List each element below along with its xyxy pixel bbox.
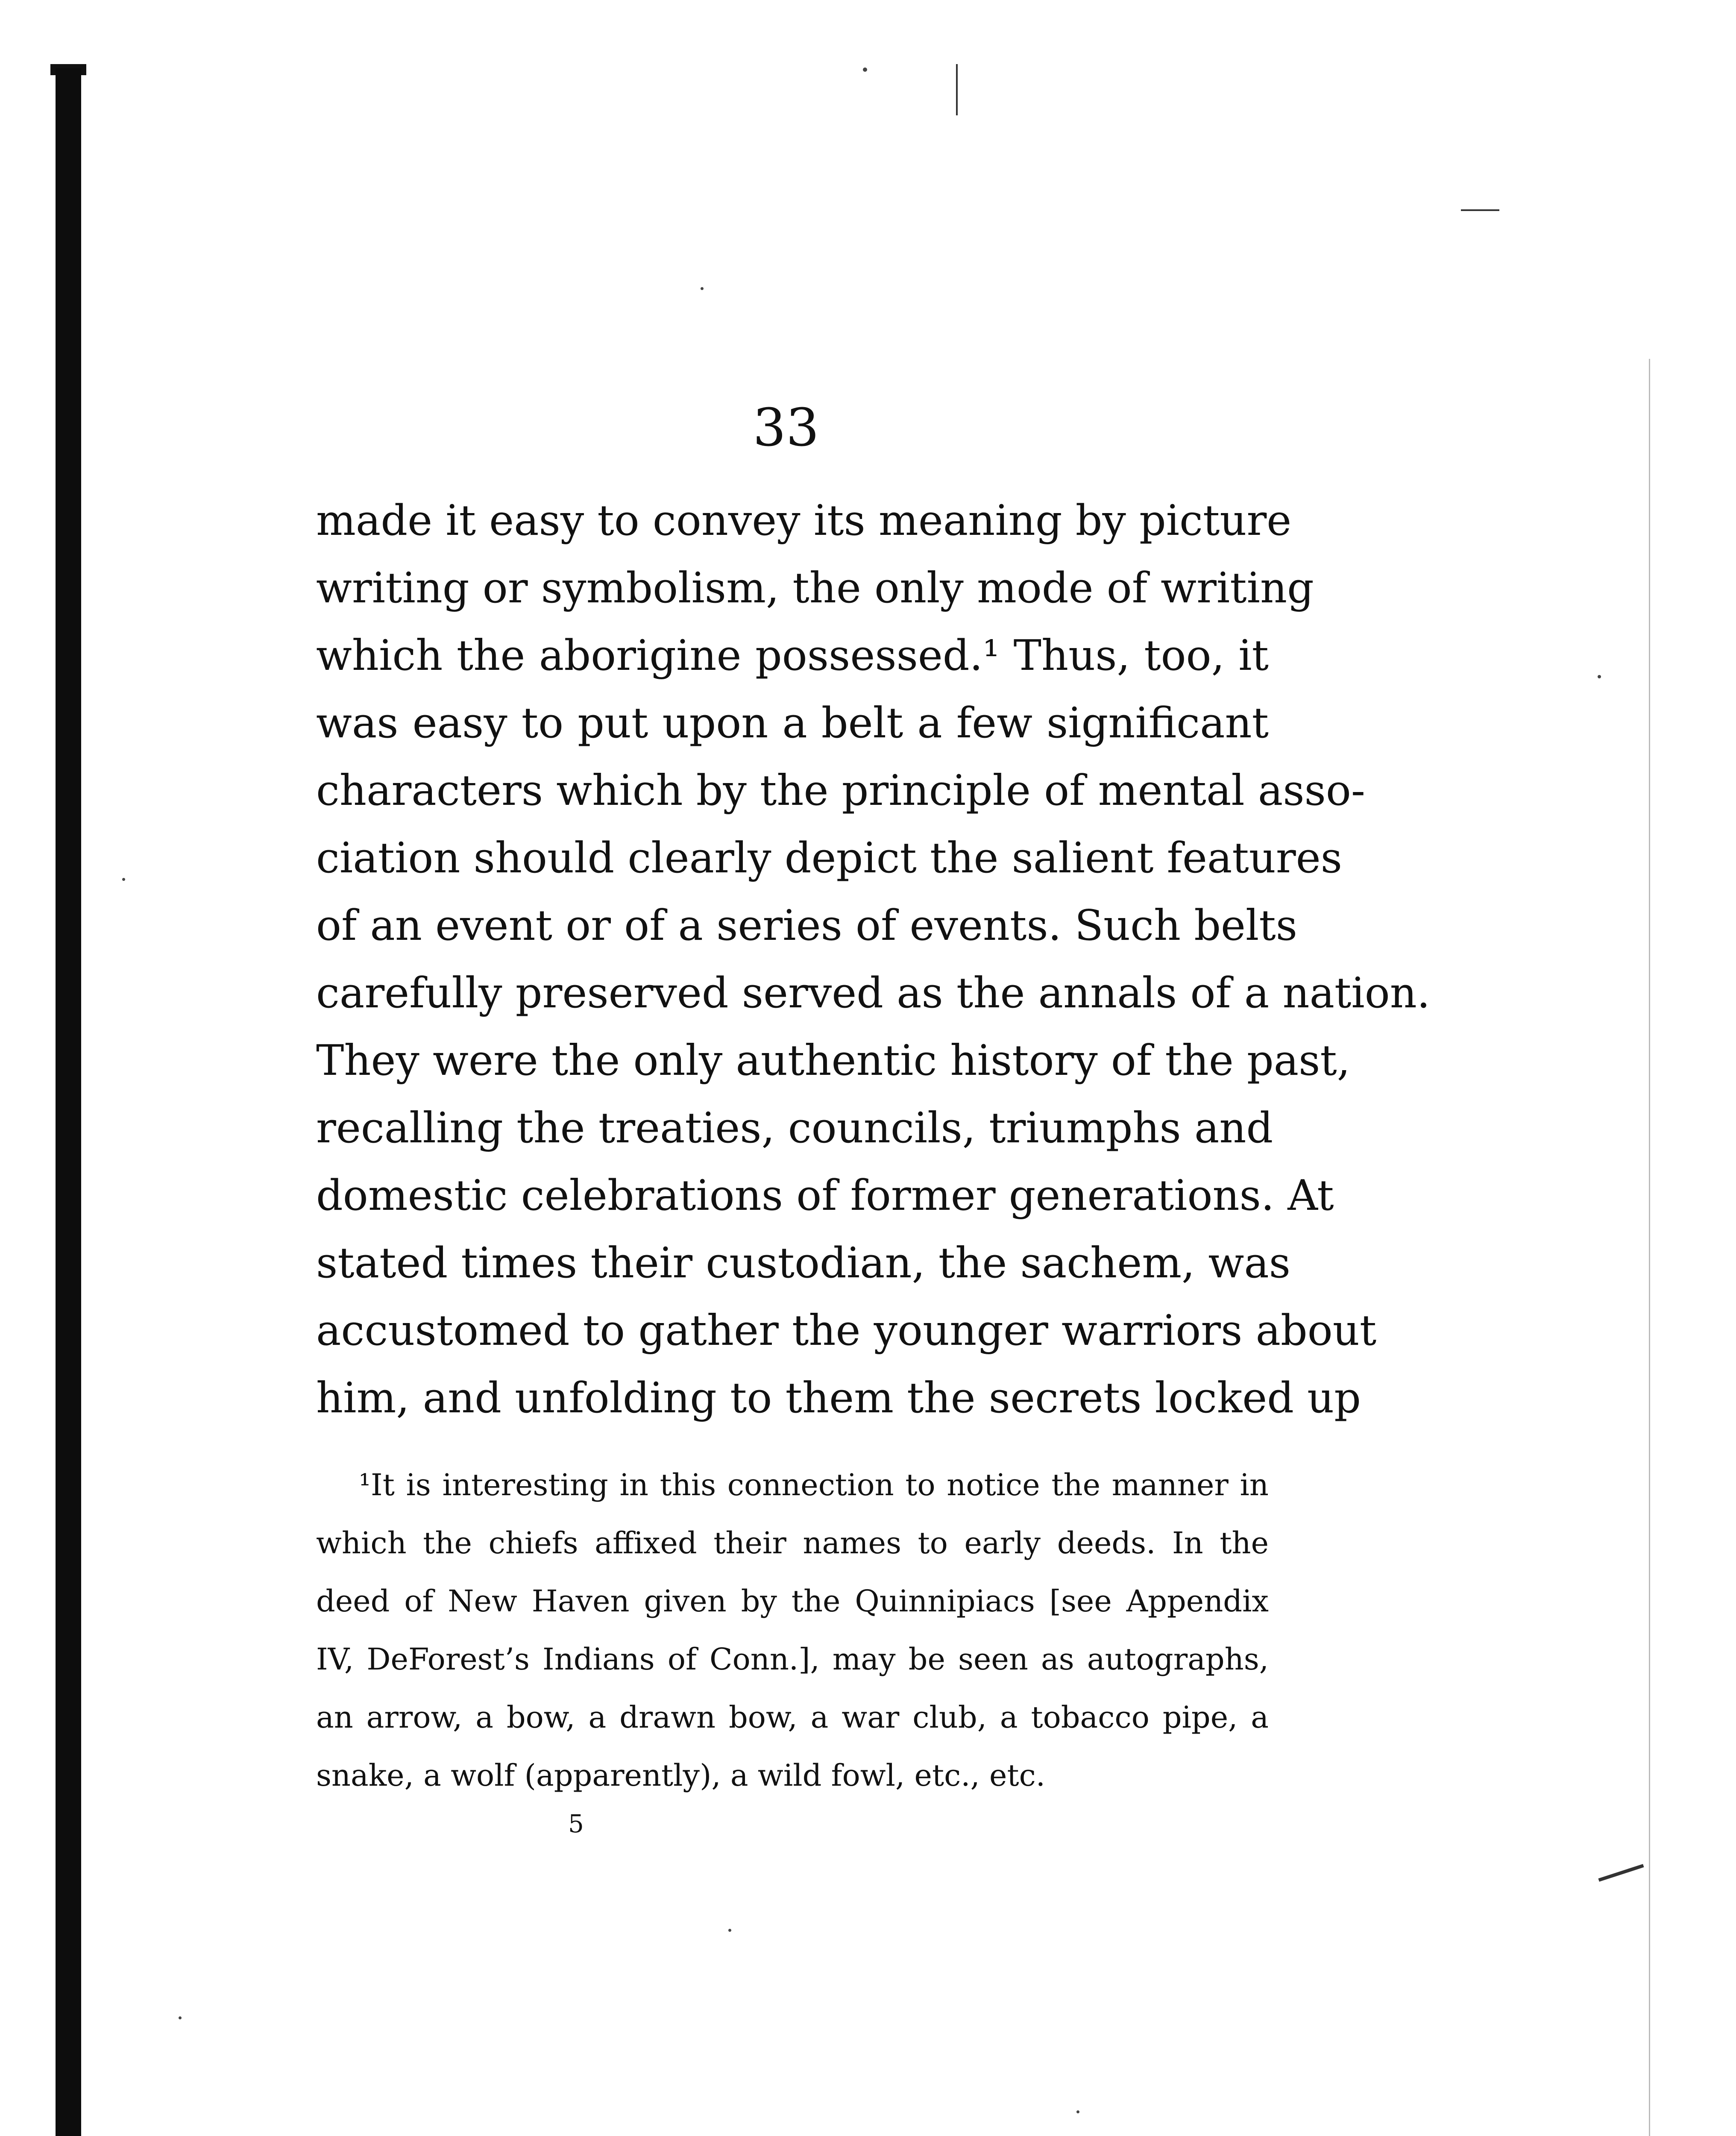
body-line: carefully preserved served as the annals of a nation. — [316, 969, 1431, 1018]
body-line: writing or symbolism, the only mode of writing — [316, 564, 1314, 613]
body-line: domestic celebrations of former generations. At — [316, 1171, 1334, 1220]
page-number: 33 — [753, 397, 819, 458]
body-line: accustomed to gather the younger warriors about — [316, 1306, 1377, 1355]
scan-speck — [1598, 675, 1601, 678]
scan-artifact-right-edge — [1649, 359, 1650, 2136]
footnote-line: deed of New Haven given by the Quinnipiacs [see Appendix — [316, 1584, 1269, 1619]
footnote — [316, 1456, 1269, 1804]
footnote-line: an arrow, a bow, a drawn bow, a war club, a tobacco pipe, a — [316, 1700, 1269, 1735]
scan-speck — [728, 1929, 731, 1932]
footnote-line: IV, DeForest’s Indians of Conn.], may be seen as autographs, — [316, 1642, 1269, 1677]
footnote-line: ¹It is interesting in this connection to notice the manner in — [359, 1467, 1269, 1502]
scan-speck — [1076, 2110, 1079, 2113]
scan-speck — [701, 287, 704, 290]
scan-artifact-right-tick — [1598, 1864, 1644, 1882]
scan-speck — [122, 878, 125, 881]
body-line: of an event or of a series of events. Such belts — [316, 901, 1298, 950]
body-line: characters which by the principle of mental asso- — [316, 766, 1366, 815]
scan-speck — [179, 2016, 182, 2019]
footnote-line: which the chiefs affixed their names to early deeds. In the — [316, 1526, 1269, 1561]
binding-edge-shadow — [56, 68, 81, 2136]
body-line: which the aborigine possessed.¹ Thus, too, it — [316, 631, 1269, 680]
body-line: was easy to put upon a belt a few significant — [316, 699, 1269, 748]
scan-speck — [863, 67, 867, 72]
body-line: recalling the treaties, councils, triumphs and — [316, 1104, 1273, 1153]
body-text — [316, 487, 1431, 1432]
body-line: made it easy to convey its meaning by picture — [316, 496, 1292, 545]
footnote-line: snake, a wolf (apparently), a wild fowl, etc., etc. — [316, 1758, 1046, 1793]
scan-artifact-top — [956, 64, 958, 115]
scan-artifact-right-dash — [1461, 209, 1499, 211]
body-line: They were the only authentic history of the past, — [316, 1036, 1350, 1085]
body-line: him, and unfolding to them the secrets locked up — [316, 1374, 1361, 1423]
body-line: ciation should clearly depict the salient features — [316, 834, 1343, 883]
signature-mark: 5 — [568, 1809, 584, 1838]
body-line: stated times their custodian, the sachem, was — [316, 1239, 1291, 1288]
